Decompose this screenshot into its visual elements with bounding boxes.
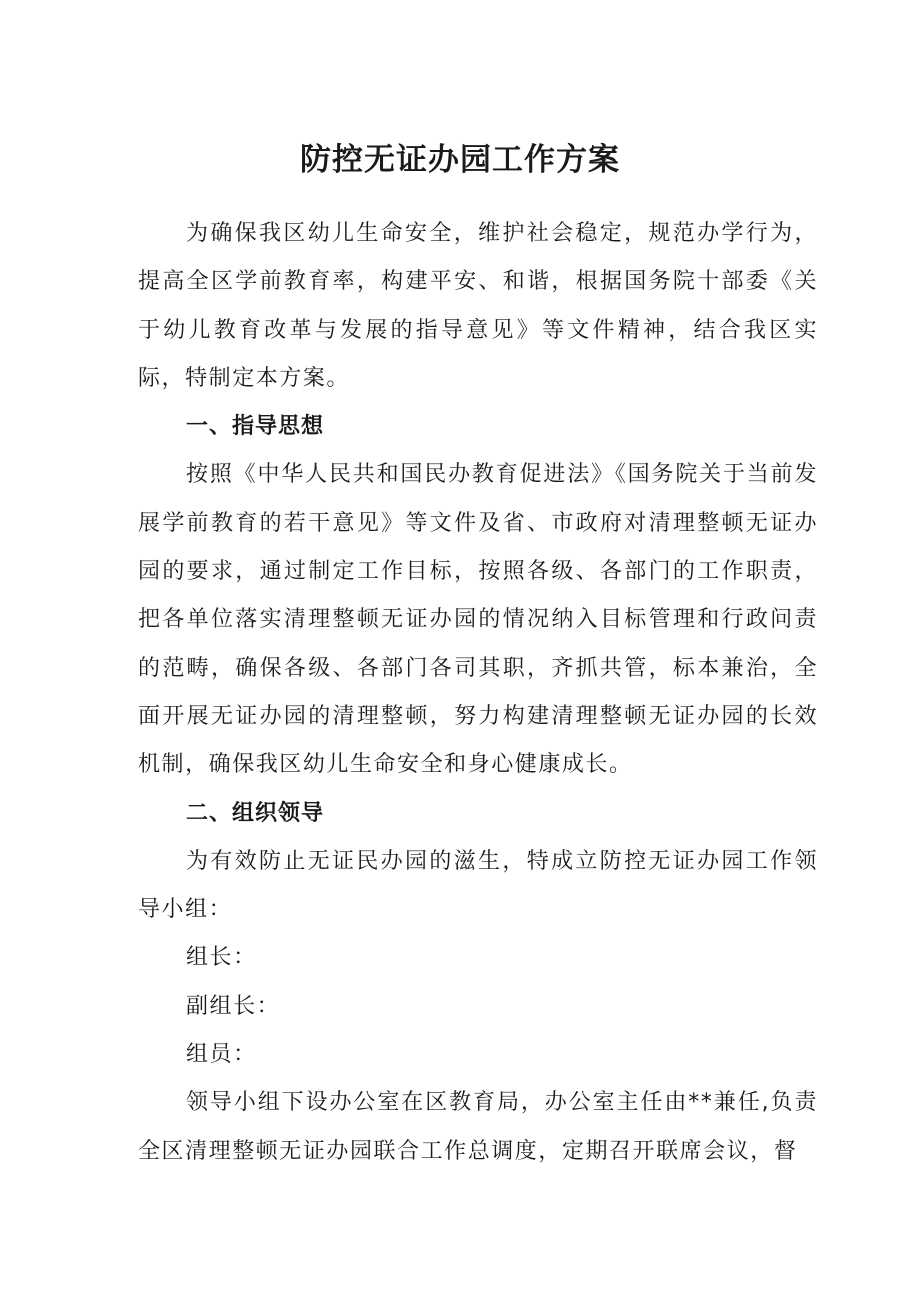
leader-line: 组长： xyxy=(186,945,257,971)
leadership-paragraph: 为有效防止无证民办园的滋生，特成立防控无证办园工作领导小组： xyxy=(138,848,818,923)
office-paragraph: 领导小组下设办公室在区教育局，办公室主任由**兼任,负责全区清理整顿无证办园联合工作总调度，定期召开联席会议，督 xyxy=(138,1090,818,1164)
document-body xyxy=(138,210,818,1176)
intro-paragraph: 为确保我区幼儿生命安全，维护社会稳定，规范办学行为，提高全区学前教育率，构建平安、和谐，根据国务院十部委《关于幼儿教育改革与发展的指导意见》等文件精神，结合我区实际，特制定本方案。 xyxy=(138,221,818,391)
section-heading-leadership: 二、组织领导 xyxy=(186,800,325,826)
deputy-leader-line: 副组长： xyxy=(186,993,281,1019)
guiding-paragraph: 按照《中华人民共和国民办教育促进法》《国务院关于当前发展学前教育的若干意见》等文件及省、市政府对清理整顿无证办园的要求，通过制定工作目标，按照各级、各部门的工作职责，把各单位落实清理整顿无证办园的情况纳入目标管理和行政问责的范畴，确保各级、各部门各司其职，齐抓共管，标本兼治，全面开展无证办园的清理整顿，努力构建清理整顿无证办园的长效机制，确保我区幼儿生命安全和身心健康成长。 xyxy=(138,462,818,778)
document-title: 防控无证办园工作方案 xyxy=(300,142,620,178)
members-line: 组员： xyxy=(186,1042,257,1068)
section-heading-guiding: 一、指导思想 xyxy=(186,414,325,440)
